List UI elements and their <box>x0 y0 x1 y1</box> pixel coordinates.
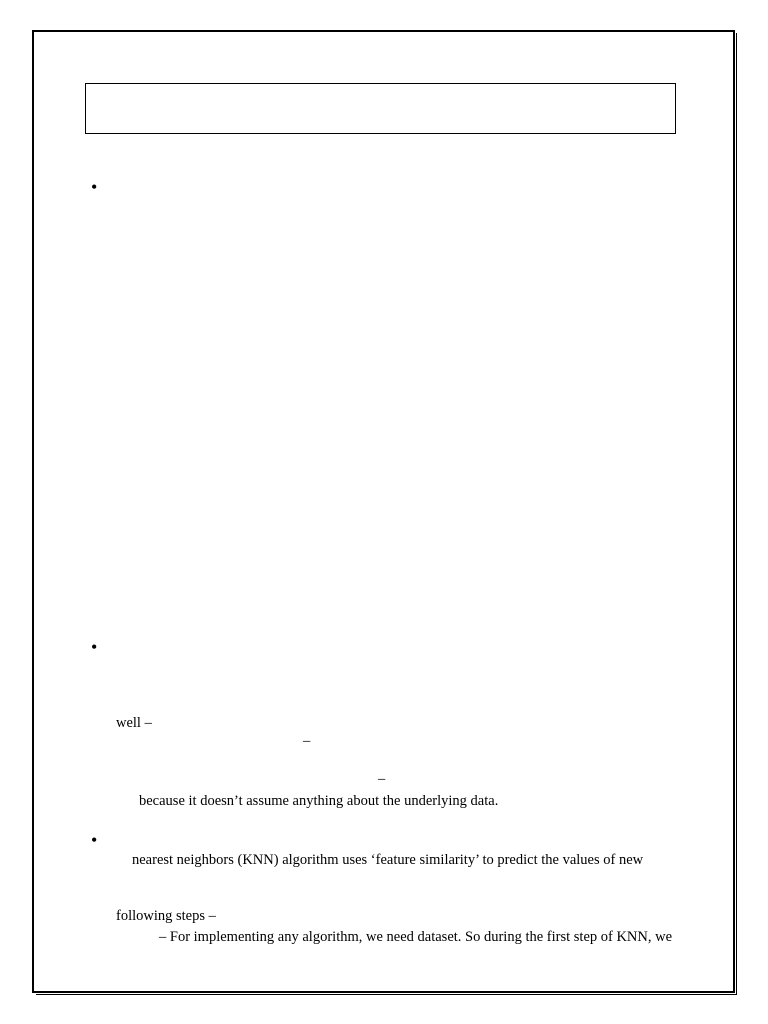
title-box <box>85 83 676 134</box>
text-line-because: because it doesn’t assume anything about the underlying data. <box>139 793 499 809</box>
text-line-following-steps: following steps – <box>116 908 216 924</box>
dash-glyph: – <box>378 771 386 787</box>
text-line-implementing: – For implementing any algorithm, we need dataset. So during the first step of KNN, we <box>159 929 673 945</box>
bullet-marker: • <box>91 830 98 850</box>
bullet-marker: • <box>91 637 98 657</box>
text-line-well: well – <box>116 715 152 731</box>
text-line-nearest-neighbors: nearest neighbors (KNN) algorithm uses ‘feature similarity’ to predict the values of new <box>132 852 644 868</box>
dash-glyph: – <box>303 733 311 749</box>
bullet-marker: • <box>91 177 98 197</box>
